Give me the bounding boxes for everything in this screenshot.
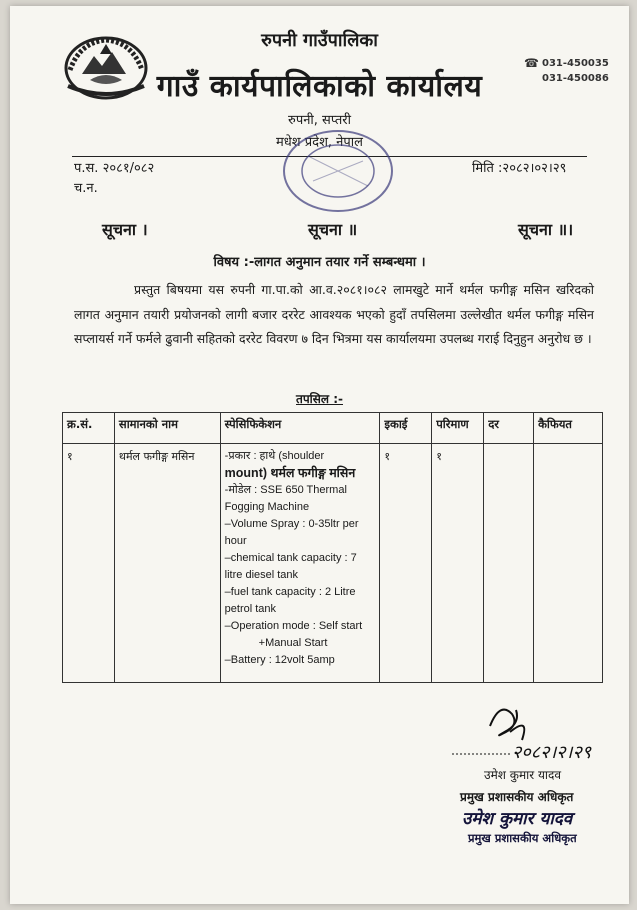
address-line-2: मधेश प्रदेश, नेपाल [276, 135, 363, 150]
signatory-name-stamp: उमेश कुमार यादव [462, 809, 573, 829]
spec-line: –Battery : 12volt 5amp [224, 654, 335, 666]
col-header-spec: स्पेसिफिकेशन [220, 413, 380, 444]
specification-table [62, 412, 603, 683]
signatory-title-stamp: प्रमुख प्रशासकीय अधिकृत [468, 831, 577, 845]
col-header-remarks: कैफियत [534, 413, 603, 444]
col-header-quantity: परिमाण [432, 413, 484, 444]
spec-line: –Operation mode : Self start [224, 620, 363, 632]
spec-line: +Manual Start [258, 637, 328, 649]
cell-remarks [534, 444, 603, 683]
signatory-title: प्रमुख प्रशासकीय अधिकृत [460, 790, 574, 804]
col-header-item: सामानको नाम [114, 413, 220, 444]
cell-serial: १ [63, 444, 115, 683]
cell-unit: १ [380, 444, 432, 683]
spec-line: -प्रकार : हाथे (shoulder [224, 450, 325, 462]
spec-line: petrol tank [224, 603, 277, 615]
letter-page [10, 6, 629, 904]
spec-line: –Volume Spray : 0-35ltr per [224, 518, 359, 530]
phone-number: 031-450035 [542, 58, 609, 69]
details-heading: तपसिल :- [296, 392, 343, 406]
municipality-name: रुपनी गाउँपालिका [261, 30, 378, 51]
phone-block [524, 56, 609, 86]
signature-date: २०८२।२।२९ [512, 742, 592, 763]
spec-line: Fogging Machine [224, 501, 310, 513]
body-paragraph: प्रस्तुत बिषयमा यस रुपनी गा.पा.को आ.व.२०८१।०८२ लामखुटे मार्ने थर्मल फगीङ्ग मसिन खरिदको लागत अनुमान तयारी प्रयोजनको लागी बजार दररेट आवश्यक भएको हुदाँ तपसिलमा उल्लेखीत थर्मल फगीङ्ग मसिन सप्लायर्स गर्ने फर्मले ढुवानी सहितको दररेट विवरण ७ दिन भित्रमा यस कार्यालयमा उपलब्ध गराई दिनुहुन अनुरोध छ । [74, 282, 594, 346]
spec-line: litre diesel tank [224, 569, 299, 581]
cell-quantity: १ [432, 444, 484, 683]
telephone-icon: ☎ [524, 56, 539, 70]
table-row [63, 444, 603, 683]
address-line-1: रुपनी, सप्तरी [288, 113, 351, 128]
col-header-serial: क्र.सं. [63, 413, 115, 444]
reference-number: प.स. २०८१/०८२ [74, 161, 155, 176]
cell-rate [484, 444, 534, 683]
notice-heading-3: सूचना ॥। [518, 220, 574, 239]
table-header-row [63, 413, 603, 444]
dispatch-number: च.न. [74, 181, 98, 196]
spec-line: –fuel tank capacity : 2 Litre [224, 586, 356, 598]
spec-line: mount) थर्मल फगीङ्ग मसिन [224, 466, 356, 480]
office-name: गाउँ कार्यपालिकाको कार्यालय [156, 69, 483, 104]
notice-heading-2: सूचना ॥ [308, 220, 358, 239]
office-stamp-icon [278, 126, 398, 216]
spec-line: –chemical tank capacity : 7 [224, 552, 357, 564]
phone-number: 031-450086 [542, 73, 609, 84]
spec-line: -मोडेल : SSE 650 Thermal [224, 484, 347, 496]
letter-date: मिति :२०८२।०२।२९ [472, 161, 567, 176]
cell-item: थर्मल फगीङ्ग मसिन [114, 444, 220, 683]
subject-line: विषय :-लागत अनुमान तयार गर्ने सम्बन्धमा । [213, 255, 426, 270]
col-header-rate: दर [484, 413, 534, 444]
cell-spec [220, 444, 380, 683]
spec-line: hour [224, 535, 247, 547]
col-header-unit: इकाई [380, 413, 432, 444]
signatory-name: उमेश कुमार यादव [484, 768, 562, 782]
signature-icon [450, 696, 637, 766]
notice-heading-1: सूचना । [102, 220, 148, 239]
